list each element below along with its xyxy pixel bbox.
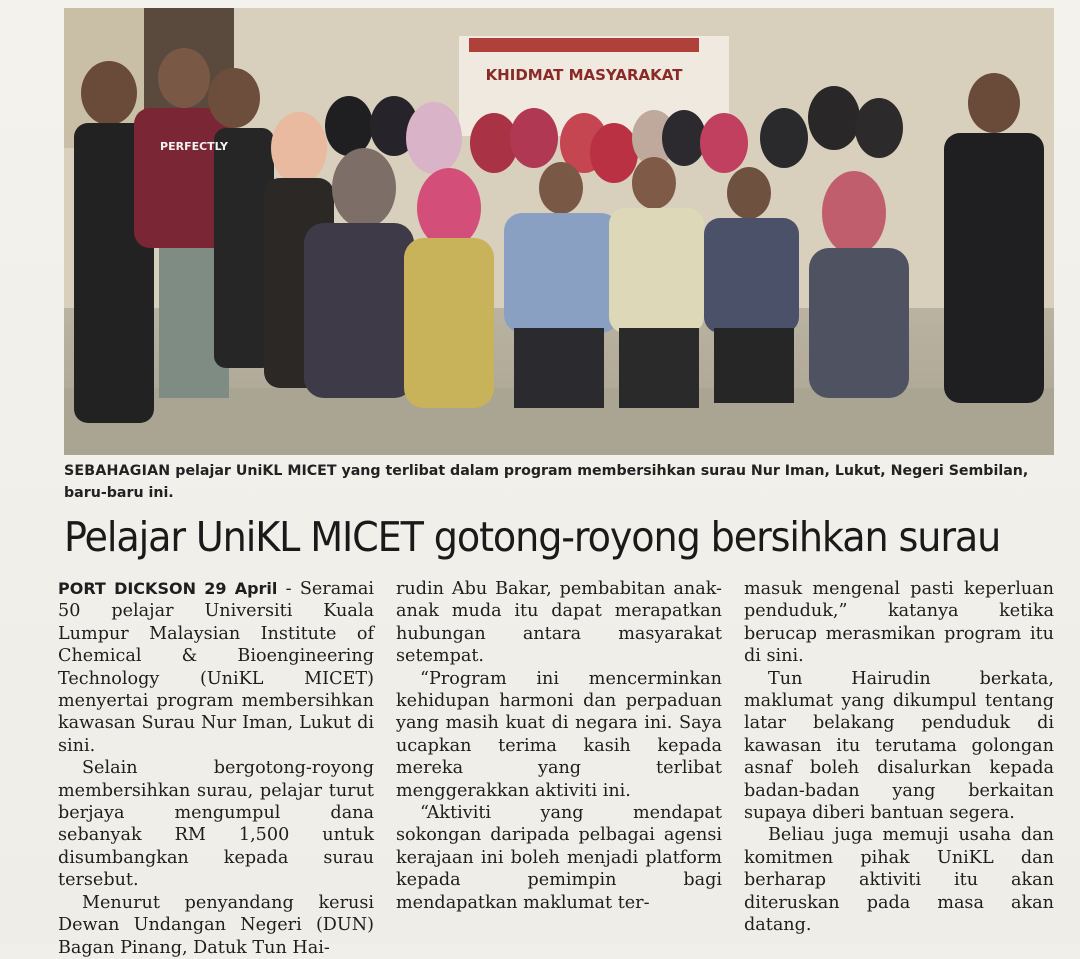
article-column-3 xyxy=(744,578,1054,937)
article-paragraph: Tun Hairudin berkata, maklumat yang dikumpul tentang latar belakang penduduk di kawasan itu terutama golongan asnaf boleh disalurkan kepada badan-badan yang berkaitan supaya diberi bantuan segera. xyxy=(744,668,1054,824)
caption-lead: SEBAHAGIAN xyxy=(64,463,171,479)
group-photo xyxy=(64,8,1054,455)
article-paragraph: masuk mengenal pasti keperluan penduduk,” katanya ketika berucap merasmikan program itu di sini. xyxy=(744,579,1054,667)
paragraph-text: - Seramai 50 pelajar Universiti Kuala Lumpur Malaysian Institute of Chemical & Bioengineering Technology (UniKL MICET) menyertai program membersihkan kawasan Surau Nur Iman, Lukut di sini. xyxy=(58,579,375,756)
caption-text: pelajar UniKL MICET yang terlibat dalam program membersihkan surau Nur Iman, Lukut, Negeri Sembilan, baru-baru ini. xyxy=(64,463,1029,501)
article-paragraph: rudin Abu Bakar, pembabitan anak-anak muda itu dapat merapatkan hubungan antara masyarakat setempat. xyxy=(396,579,722,667)
headline: Pelajar UniKL MICET gotong-royong bersihkan surau xyxy=(64,513,1001,561)
article-paragraph: “Aktiviti yang mendapat sokongan daripada pelbagai agensi kerajaan ini boleh menjadi platform kepada pemimpin bagi mendapatkan maklumat ter- xyxy=(396,803,722,913)
article-paragraph xyxy=(58,578,374,757)
photo-caption xyxy=(64,460,1039,504)
article-paragraph: Selain bergotong-royong membersihkan surau, pelajar turut berjaya mengumpul dana sebanyak RM 1,500 untuk disumbangkan kepada surau tersebut. xyxy=(58,758,374,891)
group-photo-illustration xyxy=(64,8,1054,455)
article-paragraph: Beliau juga memuji usaha dan komitmen pihak UniKL dan berharap aktiviti itu akan diteruskan pada masa akan datang. xyxy=(744,825,1054,936)
dateline: PORT DICKSON 29 April xyxy=(58,579,278,598)
article-column-1 xyxy=(58,578,374,959)
article-column-2 xyxy=(396,578,722,914)
shirt-text: PERFECTLY xyxy=(160,140,228,153)
article-paragraph: Menurut penyandang kerusi Dewan Undangan Negeri (DUN) Bagan Pinang, Datuk Tun Hai- xyxy=(58,892,374,958)
article-paragraph: “Program ini mencerminkan kehidupan harmoni dan perpaduan yang masih kuat di negara ini. Saya ucapkan terima kasih kepada mereka yang terlibat menggerakkan aktiviti ini. xyxy=(396,668,722,801)
banner-title: KHIDMAT MASYARAKAT xyxy=(485,66,683,84)
